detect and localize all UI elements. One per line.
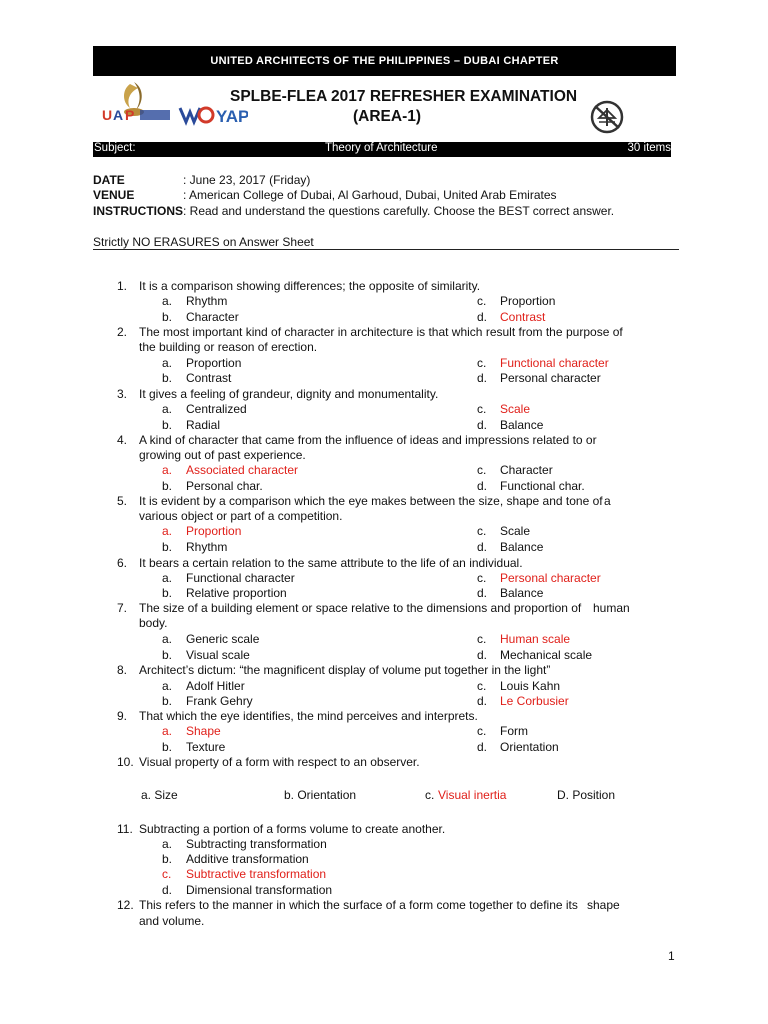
option-letter: d. [477,540,488,554]
question-text: growing out of past experience. [139,448,306,462]
option-letter: b. [162,694,173,708]
question-number: 5. [117,494,128,508]
question-text: purpose of [566,325,623,339]
option-b: Rhythm [186,540,228,554]
date-label: DATE [93,173,125,187]
item-count: 30 items [627,142,671,154]
option-a-answer: Shape [186,724,221,738]
option-a: Proportion [186,356,242,370]
option-b: Texture [186,740,226,754]
option-letter: c. [477,402,487,416]
option-d: Functional char. [500,479,585,493]
option-letter: b. [162,852,173,866]
subject-name: Theory of Architecture [325,142,438,154]
divider [93,249,679,250]
option-letter: a. [162,724,173,738]
question-text: It gives a feeling of grandeur, dignity and monumentality. [139,387,439,401]
option-letter: c. [477,356,487,370]
option-b: b. Orientation [284,788,357,802]
question-text: This refers to the manner in which the surface of a form come together to define its [139,898,578,912]
subject-label: Subject: [94,142,136,154]
option-a: Subtracting transformation [186,837,327,851]
option-d: Balance [500,586,544,600]
erasure-note: Strictly NO ERASURES on Answer Sheet [93,235,314,249]
option-letter: c. [477,571,487,585]
option-c: Scale [500,524,531,538]
option-c-answer: Functional character [500,356,609,370]
question-text: It bears a certain relation to the same attribute to the life of an individual. [139,556,523,570]
option-b: Personal char. [186,479,263,493]
option-c: Louis Kahn [500,679,561,693]
instructions-value: : Read and understand the questions carefully. Choose the BEST correct answer. [183,204,615,218]
option-letter: d. [477,586,488,600]
option-letter: a. [162,294,173,308]
question-number: 6. [117,556,128,570]
chapter-banner: UNITED ARCHITECTS OF THE PHILIPPINES – DUBAI CHAPTER [93,46,676,76]
question-text: That which the eye identifies, the mind perceives and interprets. [139,709,478,723]
option-d-answer: Contrast [500,310,546,324]
option-letter: d. [477,310,488,324]
option-letter: b. [162,418,173,432]
option-letter: a. [162,524,173,538]
option-letter: d. [162,883,173,897]
option-letter: c. [477,632,487,646]
emblem-logo [587,98,627,136]
option-letter: b. [162,648,173,662]
question-text: shape [587,898,620,912]
venue-label: VENUE [93,188,135,202]
question-number: 1. [117,279,128,293]
option-letter: c. [477,463,487,477]
question-text: the building or reason of erection. [139,340,318,354]
question-number: 11. [117,822,133,836]
subject-bar [93,142,671,157]
option-c-answer: Human scale [500,632,571,646]
question-number: 2. [117,325,128,339]
option-letter: a. [162,837,173,851]
option-letter: a. [162,402,173,416]
option-letter: b. [162,479,173,493]
option-letter: d. [477,694,488,708]
option-letter: a. [162,463,173,477]
option-letter: d. [477,479,488,493]
option-b: Visual scale [186,648,250,662]
question-text: It is a comparison showing differences; the opposite of similarity. [139,279,481,293]
option-b: Frank Gehry [186,694,253,708]
page-number: 1 [668,949,675,963]
option-a: Centralized [186,402,247,416]
option-b: Contrast [186,371,232,385]
question-text: A kind of character that came from the influence of ideas and impressions related to or [139,433,597,447]
exam-title: SPLBE-FLEA 2017 REFRESHER EXAMINATION [230,88,578,105]
option-letter: b. [162,371,173,385]
option-d: Dimensional transformation [186,883,333,897]
option-letter: c. [477,724,487,738]
option-d: D. Position [557,788,616,802]
svg-text:A: A [113,107,124,123]
question-text: body. [139,616,168,630]
option-letter: b. [162,540,173,554]
question-text: The most important kind of character in architecture is that which result from the [139,325,563,339]
option-b: Additive transformation [186,852,309,866]
svg-text:U: U [102,107,113,123]
option-b: Radial [186,418,221,432]
question-number: 12. [117,898,134,912]
question-text: The size of a building element or space relative to the dimensions and proportion of [139,601,582,615]
option-letter: c. [162,867,172,881]
option-letter: b. [162,310,173,324]
question-text: and volume. [139,914,205,928]
option-c-answer: Scale [500,402,531,416]
instructions-label: INSTRUCTIONS [93,204,183,218]
uap-logo [100,80,178,130]
option-d: Orientation [500,740,559,754]
option-letter: d. [477,648,488,662]
option-letter: c. [425,788,435,802]
option-d: Personal character [500,371,601,385]
question-text: various object or part of a competition. [139,509,343,523]
option-c-answer: Visual inertia [438,788,507,802]
question-number: 10. [117,755,134,769]
question-number: 8. [117,663,128,677]
option-a: Functional character [186,571,295,585]
option-letter: c. [477,294,487,308]
option-a-answer: Proportion [186,524,242,538]
option-d: Mechanical scale [500,648,593,662]
option-letter: c. [477,679,487,693]
option-letter: b. [162,740,173,754]
option-letter: c. [477,524,487,538]
question-number: 4. [117,433,128,447]
exam-area: (AREA-1) [353,108,422,125]
venue-value: : American College of Dubai, Al Garhoud, Dubai, United Arab Emirates [183,188,557,202]
option-a: a. Size [141,788,178,802]
question-text: Subtracting a portion of a forms volume to create another. [139,822,446,836]
option-letter: d. [477,418,488,432]
svg-text:P: P [125,107,135,123]
option-c-answer: Personal character [500,571,601,585]
option-letter: a. [162,356,173,370]
option-letter: a. [162,571,173,585]
option-d-answer: Le Corbusier [500,694,569,708]
option-a: Rhythm [186,294,228,308]
option-a: Generic scale [186,632,260,646]
yap-logo-text: YAP [216,107,248,126]
option-letter: a. [162,632,173,646]
option-a-answer: Associated character [186,463,299,477]
question-number: 7. [117,601,128,615]
option-a: Adolf Hitler [186,679,245,693]
option-d: Balance [500,418,544,432]
option-d: Balance [500,540,544,554]
question-text: Visual property of a form with respect to an observer. [139,755,420,769]
question-text: Architect’s dictum: “the magnificent display of volume put together in the light” [139,663,551,677]
option-letter: d. [477,371,488,385]
date-value: : June 23, 2017 (Friday) [183,173,311,187]
option-c-answer: Subtractive transformation [186,867,327,881]
option-c: Character [500,463,553,477]
question-number: 9. [117,709,128,723]
option-letter: a. [162,679,173,693]
option-letter: d. [477,740,488,754]
question-number: 3. [117,387,128,401]
option-c: Form [500,724,528,738]
question-text: It is evident by a comparison which the eye makes between the size, shape and tone of [139,494,603,508]
option-b: Character [186,310,239,324]
question-text: a [604,494,611,508]
option-letter: b. [162,586,173,600]
question-text: human [593,601,630,615]
option-b: Relative proportion [186,586,287,600]
option-c: Proportion [500,294,556,308]
